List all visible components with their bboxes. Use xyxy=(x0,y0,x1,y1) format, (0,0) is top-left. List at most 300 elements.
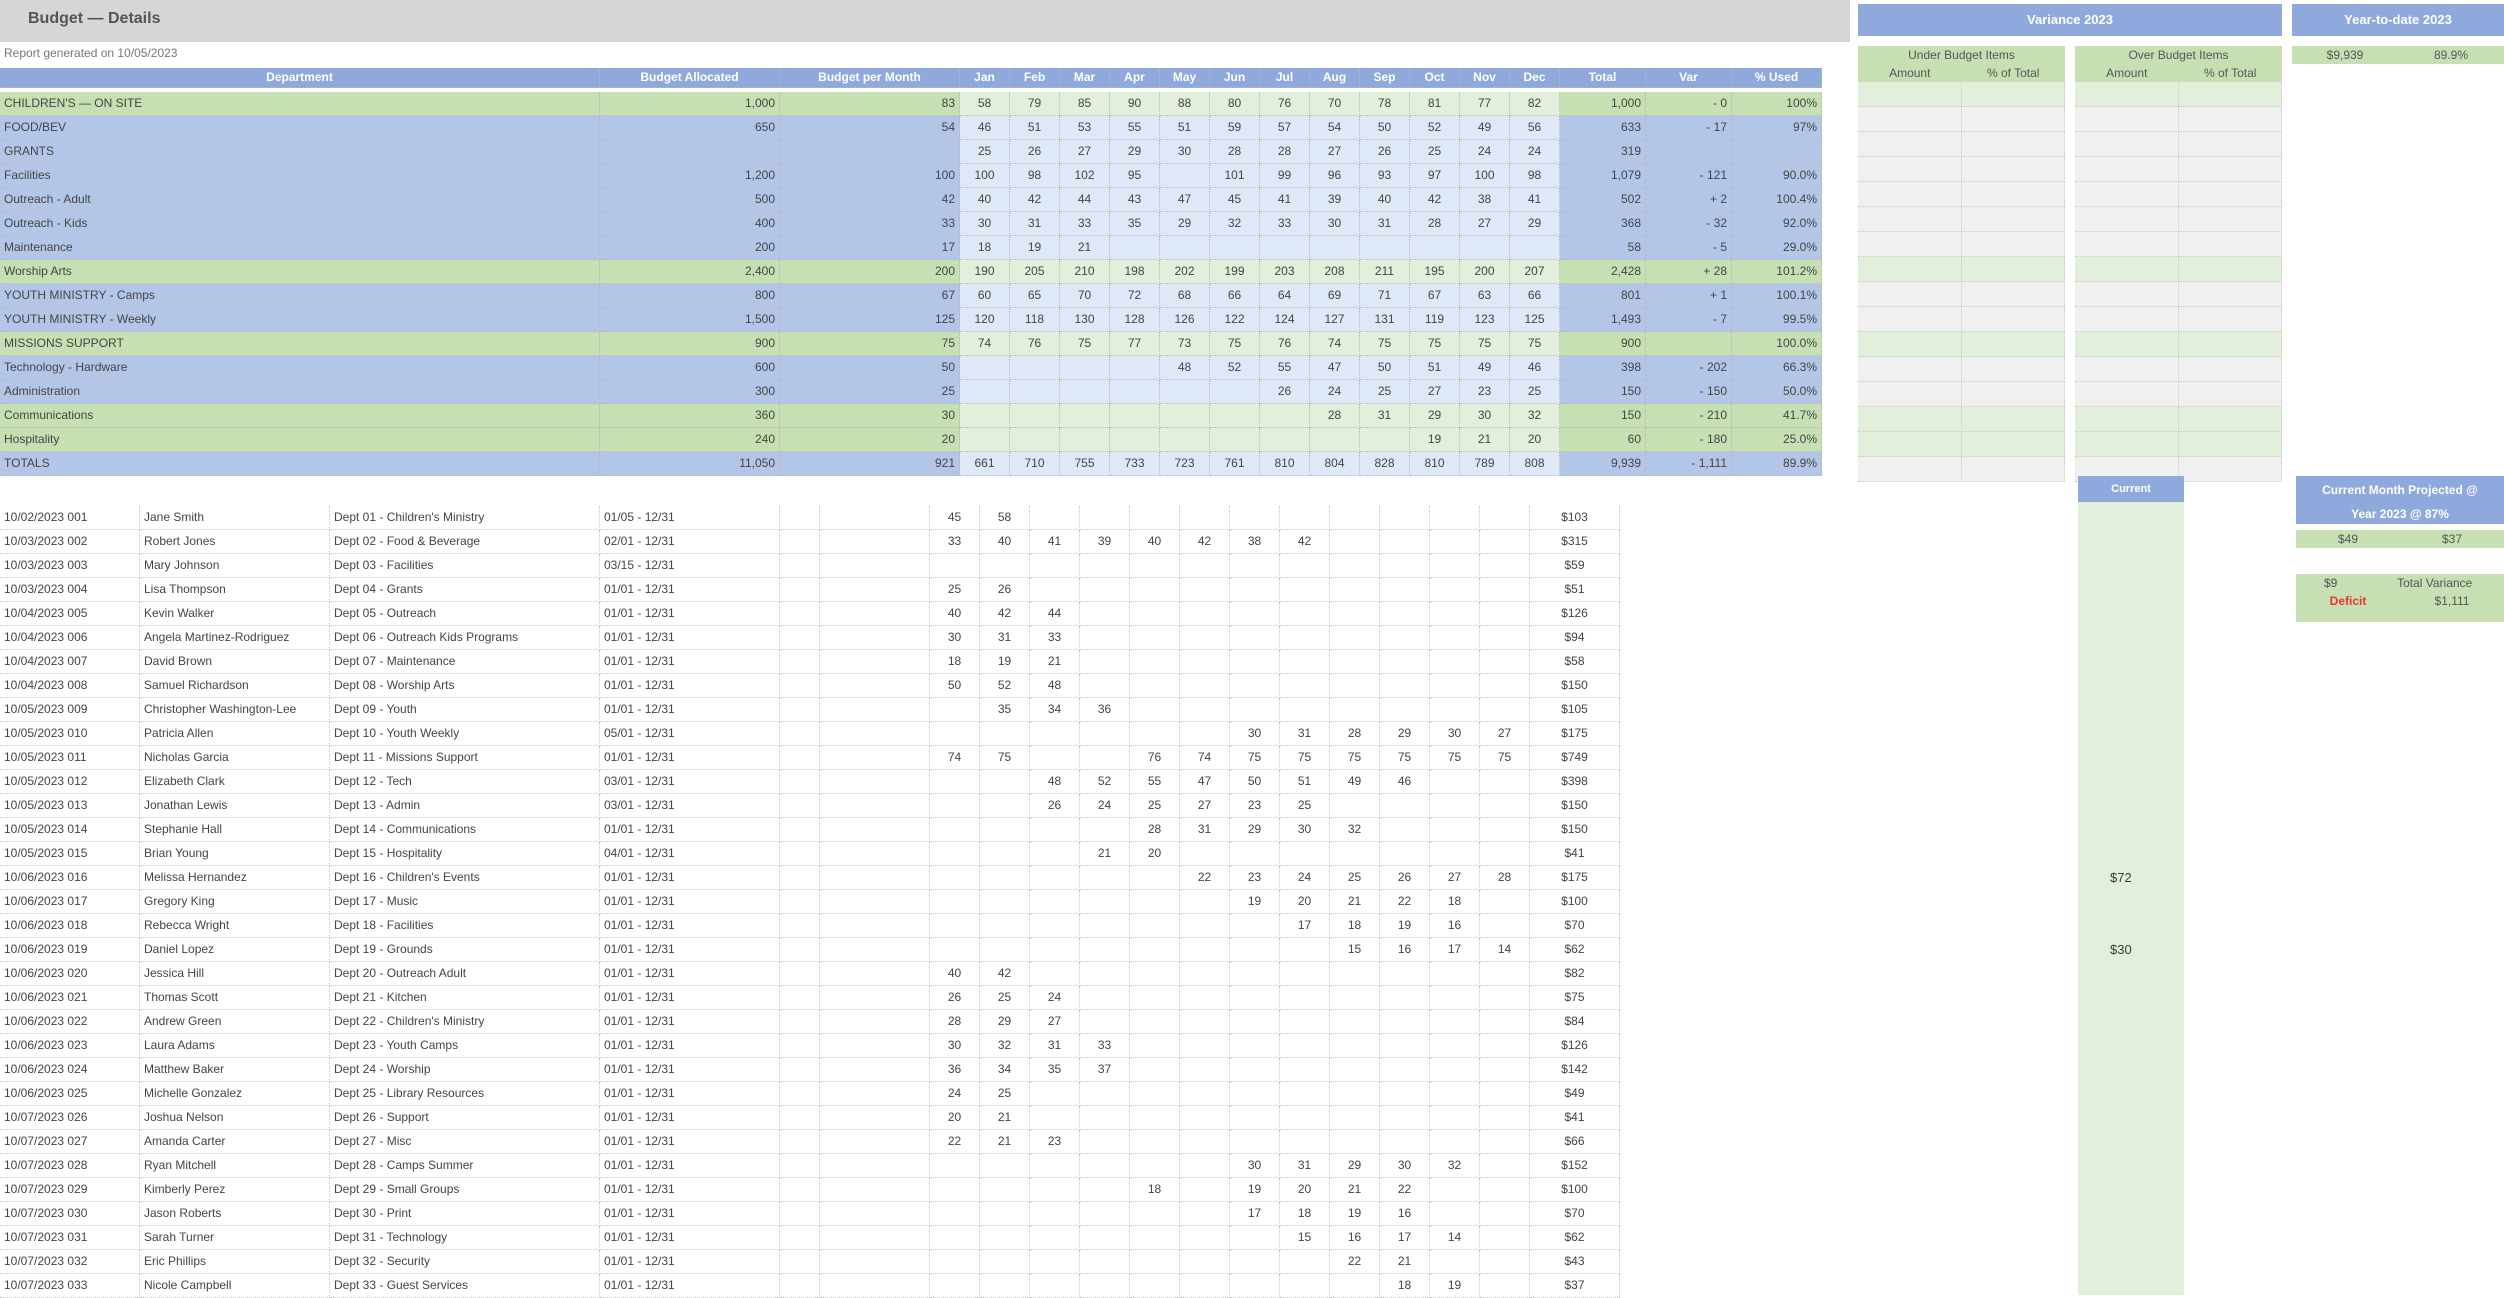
details-cell[interactable] xyxy=(1380,650,1430,674)
value-cell[interactable]: 202 xyxy=(1160,260,1210,284)
details-cell[interactable] xyxy=(1480,794,1530,818)
details-cell[interactable]: 42 xyxy=(1280,530,1330,554)
details-cell[interactable]: 01/01 - 12/31 xyxy=(600,1058,780,1082)
details-cell[interactable] xyxy=(1030,962,1080,986)
details-cell[interactable]: 41 xyxy=(1030,530,1080,554)
value-cell[interactable]: 810 xyxy=(1260,452,1310,476)
details-cell[interactable] xyxy=(980,554,1030,578)
main-table-row[interactable] xyxy=(0,164,1850,188)
value-cell[interactable] xyxy=(1360,236,1410,260)
value-cell[interactable]: 17 xyxy=(780,236,960,260)
details-cell[interactable]: 10/06/2023 025 xyxy=(0,1082,140,1106)
column-header[interactable]: Mar xyxy=(1060,68,1110,88)
value-cell[interactable]: 85 xyxy=(1060,92,1110,116)
value-cell[interactable]: 76 xyxy=(1260,92,1310,116)
value-cell[interactable]: 27 xyxy=(1410,380,1460,404)
details-cell[interactable] xyxy=(930,1202,980,1226)
details-cell[interactable] xyxy=(1280,674,1330,698)
details-cell[interactable] xyxy=(1280,1010,1330,1034)
details-cell[interactable]: Elizabeth Clark xyxy=(140,770,330,794)
details-cell[interactable] xyxy=(1130,1106,1180,1130)
details-cell[interactable] xyxy=(1230,1106,1280,1130)
details-cell[interactable]: $58 xyxy=(1530,650,1620,674)
value-cell[interactable]: 51 xyxy=(1010,116,1060,140)
details-cell[interactable]: Dept 07 - Maintenance xyxy=(330,650,600,674)
details-cell[interactable]: 30 xyxy=(1230,722,1280,746)
value-cell[interactable] xyxy=(1160,428,1210,452)
details-cell[interactable] xyxy=(820,770,930,794)
details-cell[interactable] xyxy=(1080,818,1130,842)
value-cell[interactable]: + 1 xyxy=(1646,284,1732,308)
details-cell[interactable]: Patricia Allen xyxy=(140,722,330,746)
value-cell[interactable]: 98 xyxy=(1010,164,1060,188)
details-cell[interactable]: 32 xyxy=(1430,1154,1480,1178)
details-cell[interactable] xyxy=(1230,554,1280,578)
variance-cell[interactable] xyxy=(1858,457,1962,482)
details-cell[interactable] xyxy=(820,1154,930,1178)
details-cell[interactable] xyxy=(1430,1010,1480,1034)
details-cell[interactable] xyxy=(780,1178,820,1202)
details-cell[interactable] xyxy=(1280,1082,1330,1106)
details-cell[interactable] xyxy=(780,1058,820,1082)
details-cell[interactable] xyxy=(1230,578,1280,602)
details-cell[interactable] xyxy=(1230,506,1280,530)
details-cell[interactable]: Dept 13 - Admin xyxy=(330,794,600,818)
details-cell[interactable]: 01/01 - 12/31 xyxy=(600,866,780,890)
details-cell[interactable]: Samuel Richardson xyxy=(140,674,330,698)
details-cell[interactable]: 50 xyxy=(930,674,980,698)
details-cell[interactable] xyxy=(780,626,820,650)
details-cell[interactable] xyxy=(780,842,820,866)
details-cell[interactable] xyxy=(1230,602,1280,626)
details-cell[interactable] xyxy=(1230,938,1280,962)
value-cell[interactable]: 48 xyxy=(1160,356,1210,380)
details-cell[interactable] xyxy=(1080,986,1130,1010)
value-cell[interactable]: - 17 xyxy=(1646,116,1732,140)
value-cell[interactable] xyxy=(1010,428,1060,452)
details-cell[interactable]: 22 xyxy=(930,1130,980,1154)
details-cell[interactable]: 23 xyxy=(1230,794,1280,818)
value-cell[interactable]: 92.0% xyxy=(1732,212,1822,236)
details-cell[interactable]: Dept 29 - Small Groups xyxy=(330,1178,600,1202)
details-cell[interactable] xyxy=(980,1226,1030,1250)
variance-cell[interactable] xyxy=(1962,307,2066,332)
details-cell[interactable] xyxy=(1080,746,1130,770)
details-cell[interactable]: 25 xyxy=(1280,794,1330,818)
details-cell[interactable]: 22 xyxy=(1380,890,1430,914)
details-cell[interactable] xyxy=(1080,722,1130,746)
details-cell[interactable]: 40 xyxy=(930,962,980,986)
details-cell[interactable] xyxy=(1430,1058,1480,1082)
details-cell[interactable] xyxy=(1080,1274,1130,1298)
details-cell[interactable]: Dept 14 - Communications xyxy=(330,818,600,842)
value-cell[interactable]: 150 xyxy=(1560,404,1646,428)
value-cell[interactable]: 50.0% xyxy=(1732,380,1822,404)
details-cell[interactable]: 27 xyxy=(1480,722,1530,746)
details-cell[interactable] xyxy=(780,746,820,770)
details-cell[interactable]: 23 xyxy=(1230,866,1280,890)
details-cell[interactable]: 01/01 - 12/31 xyxy=(600,1274,780,1298)
details-cell[interactable]: 44 xyxy=(1030,602,1080,626)
value-cell[interactable]: 29 xyxy=(1410,404,1460,428)
details-cell[interactable]: 74 xyxy=(1180,746,1230,770)
details-cell[interactable]: Dept 16 - Children's Events xyxy=(330,866,600,890)
value-cell[interactable]: 46 xyxy=(960,116,1010,140)
details-cell[interactable]: 10/07/2023 030 xyxy=(0,1202,140,1226)
details-cell[interactable]: Dept 24 - Worship xyxy=(330,1058,600,1082)
details-cell[interactable] xyxy=(1430,602,1480,626)
details-cell[interactable]: 10/06/2023 020 xyxy=(0,962,140,986)
details-cell[interactable] xyxy=(820,530,930,554)
details-cell[interactable]: 48 xyxy=(1030,674,1080,698)
details-cell[interactable] xyxy=(1080,938,1130,962)
value-cell[interactable]: 41 xyxy=(1510,188,1560,212)
details-cell[interactable] xyxy=(1280,842,1330,866)
value-cell[interactable] xyxy=(1210,380,1260,404)
variance-cell[interactable] xyxy=(1858,207,1962,232)
variance-cell[interactable] xyxy=(1858,232,1962,257)
details-cell[interactable] xyxy=(1130,890,1180,914)
details-cell[interactable] xyxy=(1380,1058,1430,1082)
details-cell[interactable]: 10/07/2023 031 xyxy=(0,1226,140,1250)
details-cell[interactable]: 37 xyxy=(1080,1058,1130,1082)
details-cell[interactable] xyxy=(1080,674,1130,698)
details-cell[interactable]: Thomas Scott xyxy=(140,986,330,1010)
details-cell[interactable]: 01/01 - 12/31 xyxy=(600,1106,780,1130)
value-cell[interactable]: 30 xyxy=(1460,404,1510,428)
details-cell[interactable]: $105 xyxy=(1530,698,1620,722)
value-cell[interactable]: - 0 xyxy=(1646,92,1732,116)
variance-cell[interactable] xyxy=(2075,432,2179,457)
details-cell[interactable] xyxy=(1480,698,1530,722)
variance-cell[interactable] xyxy=(1962,332,2066,357)
details-cell[interactable]: 01/01 - 12/31 xyxy=(600,818,780,842)
value-cell[interactable] xyxy=(1060,404,1110,428)
value-cell[interactable]: 828 xyxy=(1360,452,1410,476)
department-cell[interactable]: Hospitality xyxy=(0,428,600,452)
details-cell[interactable] xyxy=(1280,1034,1330,1058)
value-cell[interactable]: 921 xyxy=(780,452,960,476)
details-row[interactable] xyxy=(0,818,1670,842)
value-cell[interactable]: 755 xyxy=(1060,452,1110,476)
details-cell[interactable] xyxy=(1480,914,1530,938)
details-cell[interactable] xyxy=(1080,506,1130,530)
variance-cell[interactable] xyxy=(2075,82,2179,107)
details-cell[interactable] xyxy=(1380,842,1430,866)
details-cell[interactable] xyxy=(1080,890,1130,914)
variance-cell[interactable] xyxy=(2179,282,2283,307)
details-cell[interactable] xyxy=(930,938,980,962)
department-cell[interactable]: Facilities xyxy=(0,164,600,188)
value-cell[interactable]: 200 xyxy=(600,236,780,260)
value-cell[interactable]: 100.4% xyxy=(1732,188,1822,212)
details-cell[interactable]: Dept 11 - Missions Support xyxy=(330,746,600,770)
value-cell[interactable]: 24 xyxy=(1510,140,1560,164)
main-table-row[interactable] xyxy=(0,188,1850,212)
value-cell[interactable] xyxy=(1060,356,1110,380)
details-cell[interactable] xyxy=(1330,1130,1380,1154)
details-cell[interactable]: 27 xyxy=(1180,794,1230,818)
details-cell[interactable] xyxy=(1480,626,1530,650)
details-cell[interactable] xyxy=(780,1250,820,1274)
value-cell[interactable] xyxy=(1010,356,1060,380)
value-cell[interactable]: 65 xyxy=(1010,284,1060,308)
value-cell[interactable]: 54 xyxy=(780,116,960,140)
details-cell[interactable] xyxy=(1480,530,1530,554)
value-cell[interactable]: 27 xyxy=(1310,140,1360,164)
details-cell[interactable]: Dept 05 - Outreach xyxy=(330,602,600,626)
details-cell[interactable]: $43 xyxy=(1530,1250,1620,1274)
details-cell[interactable] xyxy=(1380,530,1430,554)
details-cell[interactable] xyxy=(1130,554,1180,578)
details-cell[interactable] xyxy=(1430,842,1480,866)
details-cell[interactable]: 75 xyxy=(1480,746,1530,770)
details-cell[interactable]: Angela Martinez-Rodriguez xyxy=(140,626,330,650)
details-cell[interactable] xyxy=(1380,626,1430,650)
details-row[interactable] xyxy=(0,1034,1670,1058)
value-cell[interactable]: 73 xyxy=(1160,332,1210,356)
department-cell[interactable]: FOOD/BEV xyxy=(0,116,600,140)
details-cell[interactable]: 35 xyxy=(1030,1058,1080,1082)
details-cell[interactable]: $126 xyxy=(1530,1034,1620,1058)
details-cell[interactable]: 25 xyxy=(980,986,1030,1010)
details-cell[interactable]: 18 xyxy=(1330,914,1380,938)
details-cell[interactable] xyxy=(1480,1010,1530,1034)
details-cell[interactable]: 21 xyxy=(1080,842,1130,866)
column-header[interactable]: Var xyxy=(1646,68,1732,88)
department-cell[interactable]: GRANTS xyxy=(0,140,600,164)
details-cell[interactable] xyxy=(1480,1106,1530,1130)
value-cell[interactable]: 40 xyxy=(960,188,1010,212)
value-cell[interactable]: 100.1% xyxy=(1732,284,1822,308)
details-cell[interactable] xyxy=(1480,1202,1530,1226)
details-cell[interactable]: Matthew Baker xyxy=(140,1058,330,1082)
details-cell[interactable] xyxy=(1230,1010,1280,1034)
details-cell[interactable] xyxy=(980,722,1030,746)
details-cell[interactable]: Jane Smith xyxy=(140,506,330,530)
value-cell[interactable] xyxy=(1110,236,1160,260)
details-cell[interactable] xyxy=(1480,1250,1530,1274)
details-cell[interactable] xyxy=(1080,578,1130,602)
details-cell[interactable]: $126 xyxy=(1530,602,1620,626)
details-cell[interactable] xyxy=(1480,578,1530,602)
details-cell[interactable] xyxy=(1480,1034,1530,1058)
details-cell[interactable] xyxy=(1180,1130,1230,1154)
value-cell[interactable]: 190 xyxy=(960,260,1010,284)
value-cell[interactable]: 761 xyxy=(1210,452,1260,476)
main-table-row[interactable] xyxy=(0,356,1850,380)
details-cell[interactable] xyxy=(780,1106,820,1130)
details-cell[interactable] xyxy=(1280,1274,1330,1298)
value-cell[interactable]: 127 xyxy=(1310,308,1360,332)
details-cell[interactable]: Gregory King xyxy=(140,890,330,914)
details-cell[interactable] xyxy=(1330,1106,1380,1130)
details-cell[interactable] xyxy=(1180,890,1230,914)
variance-cell[interactable] xyxy=(1962,182,2066,207)
details-cell[interactable]: 01/01 - 12/31 xyxy=(600,746,780,770)
details-cell[interactable]: 14 xyxy=(1430,1226,1480,1250)
value-cell[interactable]: 2,400 xyxy=(600,260,780,284)
details-cell[interactable] xyxy=(1080,914,1130,938)
value-cell[interactable]: - 7 xyxy=(1646,308,1732,332)
details-cell[interactable] xyxy=(1130,1130,1180,1154)
value-cell[interactable]: 30 xyxy=(1310,212,1360,236)
details-cell[interactable]: 58 xyxy=(980,506,1030,530)
value-cell[interactable]: 64 xyxy=(1260,284,1310,308)
value-cell[interactable] xyxy=(1160,404,1210,428)
details-cell[interactable] xyxy=(1030,866,1080,890)
details-cell[interactable]: 24 xyxy=(1280,866,1330,890)
value-cell[interactable]: 25 xyxy=(780,380,960,404)
value-cell[interactable]: 40 xyxy=(1360,188,1410,212)
variance-cell[interactable] xyxy=(2075,182,2179,207)
details-cell[interactable]: 10/06/2023 018 xyxy=(0,914,140,938)
value-cell[interactable]: 29.0% xyxy=(1732,236,1822,260)
value-cell[interactable]: 75 xyxy=(1210,332,1260,356)
value-cell[interactable]: 97% xyxy=(1732,116,1822,140)
variance-cell[interactable] xyxy=(2179,132,2283,157)
details-cell[interactable] xyxy=(1130,938,1180,962)
details-cell[interactable] xyxy=(1030,1250,1080,1274)
details-cell[interactable] xyxy=(1030,1274,1080,1298)
details-cell[interactable]: Rebecca Wright xyxy=(140,914,330,938)
details-cell[interactable] xyxy=(1180,1178,1230,1202)
details-row[interactable] xyxy=(0,770,1670,794)
value-cell[interactable]: 67 xyxy=(1410,284,1460,308)
value-cell[interactable]: 31 xyxy=(1360,212,1410,236)
details-cell[interactable]: $70 xyxy=(1530,1202,1620,1226)
details-cell[interactable]: 01/01 - 12/31 xyxy=(600,602,780,626)
details-cell[interactable] xyxy=(1130,578,1180,602)
details-cell[interactable]: $100 xyxy=(1530,1178,1620,1202)
details-cell[interactable] xyxy=(820,578,930,602)
details-cell[interactable]: 24 xyxy=(1080,794,1130,818)
value-cell[interactable]: 50 xyxy=(1360,356,1410,380)
value-cell[interactable]: 26 xyxy=(1360,140,1410,164)
details-cell[interactable] xyxy=(820,938,930,962)
value-cell[interactable]: 200 xyxy=(1460,260,1510,284)
details-cell[interactable]: $37 xyxy=(1530,1274,1620,1298)
details-cell[interactable]: 01/01 - 12/31 xyxy=(600,962,780,986)
details-row[interactable] xyxy=(0,962,1670,986)
details-cell[interactable] xyxy=(1330,842,1380,866)
variance-cell[interactable] xyxy=(2179,407,2283,432)
details-cell[interactable]: 22 xyxy=(1180,866,1230,890)
details-cell[interactable] xyxy=(820,1010,930,1034)
details-cell[interactable]: 01/01 - 12/31 xyxy=(600,1154,780,1178)
value-cell[interactable]: 28 xyxy=(1210,140,1260,164)
details-cell[interactable] xyxy=(820,1058,930,1082)
value-cell[interactable]: 31 xyxy=(1010,212,1060,236)
value-cell[interactable]: 100.0% xyxy=(1732,332,1822,356)
details-cell[interactable]: Dept 23 - Youth Camps xyxy=(330,1034,600,1058)
value-cell[interactable] xyxy=(1410,236,1460,260)
value-cell[interactable]: 11,050 xyxy=(600,452,780,476)
department-cell[interactable]: Communications xyxy=(0,404,600,428)
details-cell[interactable] xyxy=(1430,1106,1480,1130)
value-cell[interactable] xyxy=(960,356,1010,380)
department-cell[interactable]: Maintenance xyxy=(0,236,600,260)
details-cell[interactable] xyxy=(820,818,930,842)
details-cell[interactable]: $41 xyxy=(1530,842,1620,866)
details-cell[interactable] xyxy=(820,1082,930,1106)
details-cell[interactable] xyxy=(780,1226,820,1250)
details-cell[interactable]: 47 xyxy=(1180,770,1230,794)
value-cell[interactable] xyxy=(1110,356,1160,380)
variance-cell[interactable] xyxy=(2179,157,2283,182)
details-cell[interactable] xyxy=(820,842,930,866)
value-cell[interactable] xyxy=(1060,428,1110,452)
value-cell[interactable]: 45 xyxy=(1210,188,1260,212)
details-cell[interactable] xyxy=(1380,578,1430,602)
details-cell[interactable]: Nicholas Garcia xyxy=(140,746,330,770)
variance-cell[interactable] xyxy=(1962,157,2066,182)
details-cell[interactable]: Nicole Campbell xyxy=(140,1274,330,1298)
details-cell[interactable]: 75 xyxy=(980,746,1030,770)
details-cell[interactable]: 29 xyxy=(1230,818,1280,842)
details-cell[interactable]: 16 xyxy=(1380,938,1430,962)
value-cell[interactable]: 66.3% xyxy=(1732,356,1822,380)
department-cell[interactable]: CHILDREN'S — ON SITE xyxy=(0,92,600,116)
details-cell[interactable] xyxy=(1330,1058,1380,1082)
details-cell[interactable]: Ryan Mitchell xyxy=(140,1154,330,1178)
value-cell[interactable] xyxy=(600,140,780,164)
details-cell[interactable] xyxy=(980,1178,1030,1202)
details-cell[interactable]: Dept 27 - Misc xyxy=(330,1130,600,1154)
details-cell[interactable]: 40 xyxy=(1130,530,1180,554)
value-cell[interactable] xyxy=(1510,236,1560,260)
details-cell[interactable] xyxy=(1430,554,1480,578)
details-cell[interactable] xyxy=(1230,626,1280,650)
details-cell[interactable] xyxy=(1180,842,1230,866)
department-cell[interactable]: TOTALS xyxy=(0,452,600,476)
value-cell[interactable]: 27 xyxy=(1060,140,1110,164)
details-cell[interactable] xyxy=(1380,506,1430,530)
variance-cell[interactable] xyxy=(2179,182,2283,207)
details-row[interactable] xyxy=(0,1178,1670,1202)
value-cell[interactable]: 72 xyxy=(1110,284,1160,308)
details-cell[interactable]: 24 xyxy=(930,1082,980,1106)
details-cell[interactable] xyxy=(930,842,980,866)
value-cell[interactable]: 90 xyxy=(1110,92,1160,116)
details-cell[interactable] xyxy=(1180,554,1230,578)
details-cell[interactable] xyxy=(780,962,820,986)
value-cell[interactable]: 195 xyxy=(1410,260,1460,284)
details-cell[interactable] xyxy=(1030,1106,1080,1130)
details-cell[interactable] xyxy=(1330,674,1380,698)
details-cell[interactable] xyxy=(1230,1058,1280,1082)
details-cell[interactable] xyxy=(1430,1130,1480,1154)
value-cell[interactable]: 723 xyxy=(1160,452,1210,476)
details-cell[interactable] xyxy=(1430,650,1480,674)
details-cell[interactable] xyxy=(1480,962,1530,986)
details-row[interactable] xyxy=(0,626,1670,650)
details-cell[interactable] xyxy=(1480,506,1530,530)
value-cell[interactable]: 2,428 xyxy=(1560,260,1646,284)
details-cell[interactable]: Sarah Turner xyxy=(140,1226,330,1250)
value-cell[interactable]: 199 xyxy=(1210,260,1260,284)
value-cell[interactable]: 1,000 xyxy=(600,92,780,116)
main-table-row[interactable] xyxy=(0,92,1850,116)
details-row[interactable] xyxy=(0,698,1670,722)
details-cell[interactable] xyxy=(1230,1034,1280,1058)
details-cell[interactable]: 01/01 - 12/31 xyxy=(600,1178,780,1202)
details-cell[interactable] xyxy=(820,698,930,722)
details-cell[interactable]: 28 xyxy=(1330,722,1380,746)
details-cell[interactable]: 30 xyxy=(930,626,980,650)
details-cell[interactable]: 74 xyxy=(930,746,980,770)
details-cell[interactable]: Kevin Walker xyxy=(140,602,330,626)
